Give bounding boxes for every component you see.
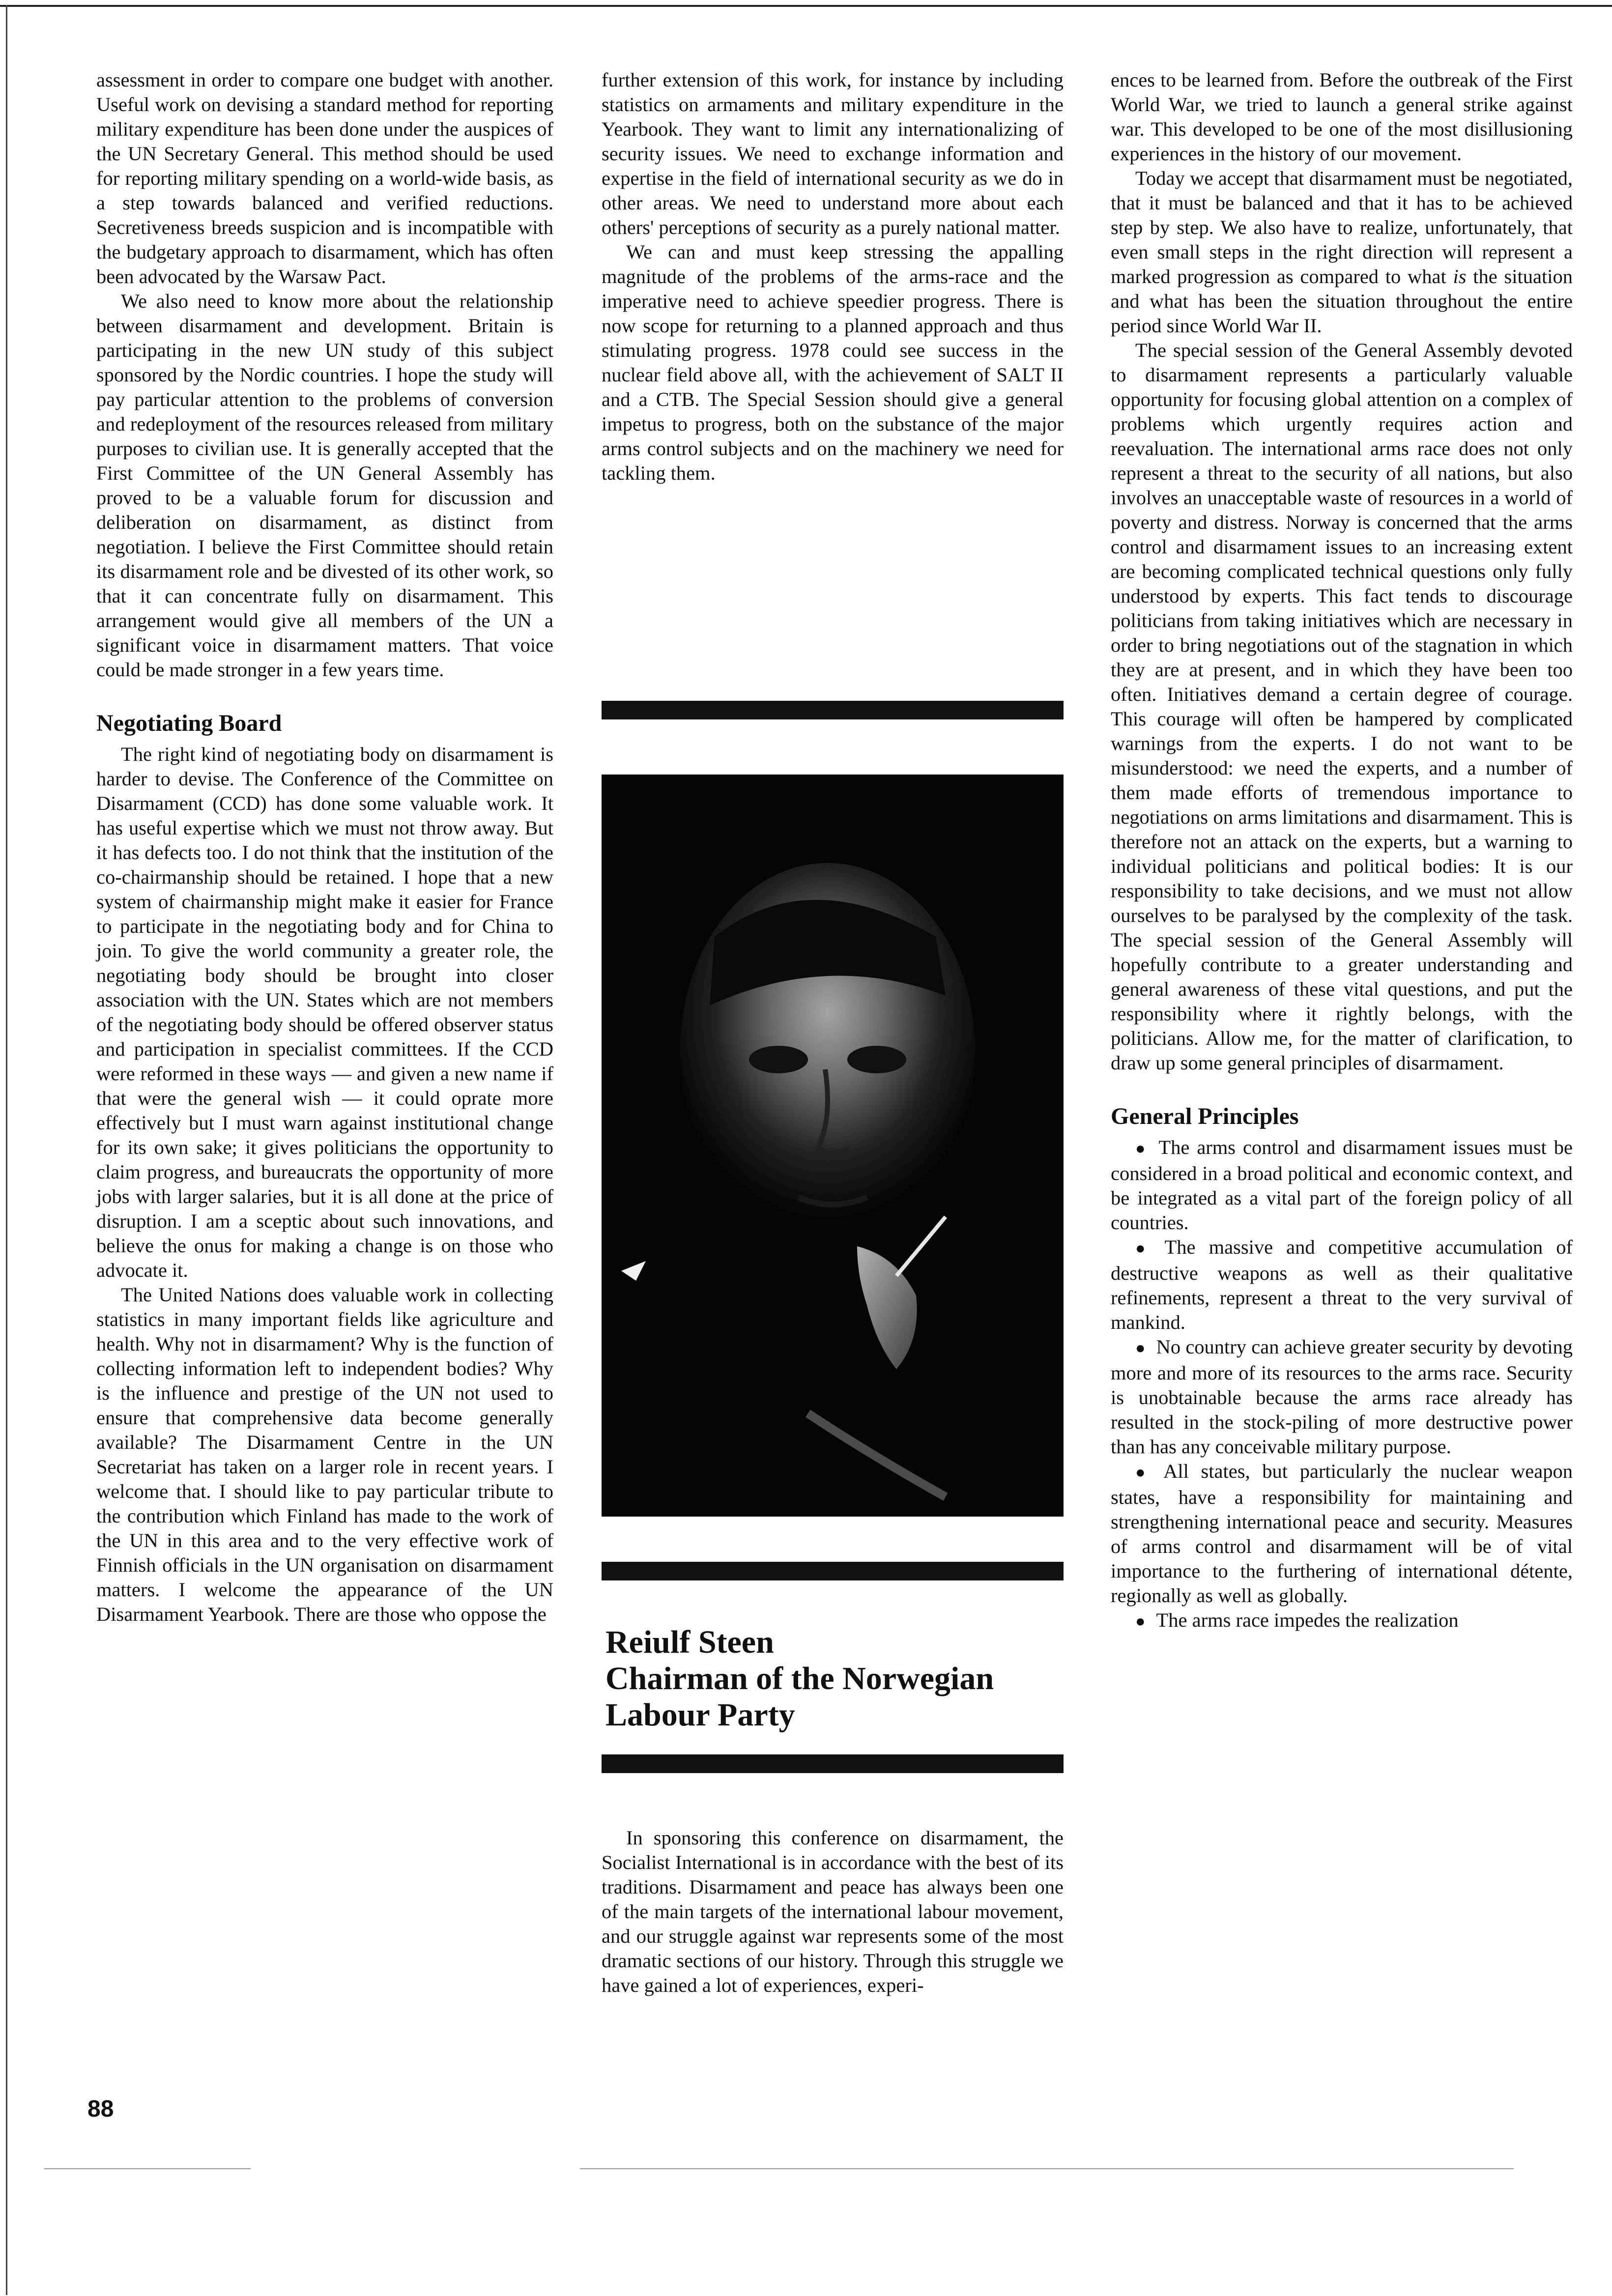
paragraph: We can and must keep stressing the appalling magnitude of the problems of the arms-race and the imperative need to achieve speedier progress. There is now scope for returning to a planned approach and thus stimulating progress. 1978 could see success in the nuclear field above all, with the achievement of SALT II and a CTB. The Special Session should give a general impetus to progress, both on the substance of the major arms control subjects and on the machinery we need for tackling them.	[602, 241, 1064, 484]
paragraph	[1111, 166, 1573, 338]
bullet-item: ● The arms race impedes the realization	[1111, 1608, 1573, 1634]
author-byline	[605, 1624, 1063, 1733]
decorative-bar	[602, 1754, 1064, 1773]
bullet-item: ● The arms control and disarmament issues must be considered in a broad political and economic context, and be integrated as a vital part of the foreign policy of all countries.	[1111, 1135, 1573, 1235]
paragraph: assessment in order to compare one budget with another. Useful work on devising a standard method for reporting military expenditure has been done under the auspices of the UN Secretary General. This method should be used for reporting military spending on a world-wide basis, as a step towards balanced and verified reductions. Secretiveness breeds suspicion and is incompatible with the budgetary approach to disarmament, which has often been advocated by the Warsaw Pact.	[96, 69, 553, 287]
bullet-item: ● No country can achieve greater security by devoting more and more of its resources to the arms race. Security is unobtainable because the arms race already has resulted in the stock-piling of more destructive power than has any conceivable military purpose.	[1111, 1335, 1573, 1459]
emphasis: is	[1453, 265, 1467, 287]
bullet-item: ● All states, but particularly the nuclear weapon states, have a responsibility for maintaining and strengthening international peace and security. Measures of arms control and disarmament will be of vital importance to the furthering of international détente, regionally as well as globally.	[1111, 1459, 1573, 1608]
page-number: 88	[87, 2096, 114, 2122]
paragraph: We also need to know more about the relationship between disarmament and development. Britain is participating in the new UN study of this subject sponsored by the Nordic countries. I hope the study will pay particular attention to the problems of conversion and redeployment of the resources released from military purposes to civilian use. It is generally accepted that the First Committee of the UN General Assembly has proved to be a valuable forum for discussion and deliberation on disarmament, as distinct from negotiation. I believe the First Committee should retain its disarmament role and be divested of its other work, so that it can concentrate fully on disarmament. This arrangement would give all members of the UN a significant voice in disarmament matters. That voice could be made stronger in a few years time.	[96, 290, 553, 681]
scan-artifact-line	[44, 2168, 251, 2169]
top-border-rule	[0, 5, 1612, 7]
section-heading-general-principles: General Principles	[1111, 1103, 1299, 1129]
decorative-bar	[602, 701, 1064, 719]
paragraph: ences to be learned from. Before the outbreak of the First World War, we tried to launch a general strike against war. This developed to be one of the most disillusioning experiences in the history of our movement.	[1111, 69, 1573, 165]
column-3	[1111, 68, 1573, 1634]
portrait-photo	[602, 775, 1064, 1517]
left-border-rule	[6, 5, 7, 2295]
portrait-image	[602, 775, 1064, 1517]
decorative-bar	[602, 1562, 1064, 1580]
paragraph: further extension of this work, for instance by including statistics on armaments and military expenditure in the Yearbook. They want to limit any internationalizing of security issues. We need to exchange information and expertise in the field of international security as we do in other areas. We need to understand more about each others' perceptions of security as a purely national matter.	[602, 69, 1064, 238]
author-name: Reiulf Steen	[605, 1624, 774, 1660]
column-2-lower	[602, 1826, 1064, 1998]
section-heading-negotiating-board: Negotiating Board	[96, 710, 282, 736]
text-run: Today we accept that disarmament must be negotiated, that it must be balanced and that it has to be achieved step by step. We also have to realize, unfortunately, that even small steps in the right direction will represent a marked progression as compared to what	[1111, 167, 1573, 287]
column-1	[96, 68, 553, 1627]
paragraph: The United Nations does valuable work in collecting statistics in many important fields like agriculture and health. Why not in disarmament? Why is the function of collecting information left to independent bodies? Why is the influence and prestige of the UN not used to ensure that comprehensive data become generally available? The Disarmament Centre in the UN Secretariat has taken on a larger role in recent years. I welcome that. I should like to pay particular tribute to the contribution which Finland has made to the work of the UN in this area and to the very effective work of Finnish officials in the UN organisation on disarmament matters. I welcome the appearance of the UN Disarmament Yearbook. There are those who oppose the	[96, 1284, 553, 1625]
paragraph: In sponsoring this conference on disarmament, the Socialist International is in accordance with the best of its traditions. Disarmament and peace has always been one of the main targets of the international labour movement, and our struggle against war represents some of the most dramatic sections of our history. Through this struggle we have gained a lot of experiences, experi-	[602, 1827, 1064, 1996]
paragraph: The right kind of negotiating body on disarmament is harder to devise. The Conference of the Committee on Disarmament (CCD) has done some valuable work. It has useful expertise which we must not throw away. But it has defects too. I do not think that the institution of the co-chairmanship should be retained. I hope that a new system of chairmanship might make it easier for France to participate in the negotiating body and for China to join. To give the world community a greater role, the negotiating body should be brought into closer association with the UN. States which are not members of the negotiating body should be offered observer status and participation in specialist committees. If the CCD were reformed in these ways — and given a new name if that were the general wish — it could oprate more effectively but I must warn against institutional change for its own sake; it gives politicians the opportunity to claim progress, and bureaucrats the opportunity of more jobs with larger salaries, but it is all done at the price of disruption. I am a sceptic about such innovations, and believe the onus for making a change is on those who advocate it.	[96, 743, 553, 1281]
author-title-cont: Labour Party	[605, 1697, 795, 1733]
author-title: Chairman of the Norwegian	[605, 1661, 994, 1696]
column-2	[602, 68, 1064, 486]
scan-artifact-line	[580, 2168, 1514, 2169]
text-run: the situation and what has been the situation throughout the entire period since World War II.	[1111, 265, 1573, 337]
bullet-item: ● The massive and competitive accumulation of destructive weapons as well as their qualitative refinements, represent a threat to the very survival of mankind.	[1111, 1235, 1573, 1335]
paragraph: The special session of the General Assembly devoted to disarmament represents a particularly valuable opportunity for focusing global attention on a complex of problems which urgently requires action and reevaluation. The international arms race does not only represent a threat to the security of all nations, but also involves an unacceptable waste of resources in a world of poverty and distress. Norway is concerned that the arms control and disarmament issues to an increasing extent are becoming complicated technical questions only fully understood by experts. This fact tends to discourage politicians from taking initiatives which are necessary in order to bring negotiations out of the stagnation in which they are at present, and in which they have been too often. Initiatives demand a certain degree of courage. This courage will often be hampered by complicated warnings from the experts. I do not want to be misunderstood: we need the experts, and a number of them made efforts of tremendous importance to negotiations on arms limitations and disarmament. This is therefore not an attack on the experts, but a warning to individual politicians and political bodies: It is our responsibility to take decisions, and we must not allow ourselves to be paralysed by the complexity of the task. The special session of the General Assembly will hopefully contribute to a greater understanding and general awareness of these vital questions, and put the responsibility where it rightly belongs, with the politicians. Allow me, for the matter of clarification, to draw up some general principles of disarmament.	[1111, 339, 1573, 1074]
